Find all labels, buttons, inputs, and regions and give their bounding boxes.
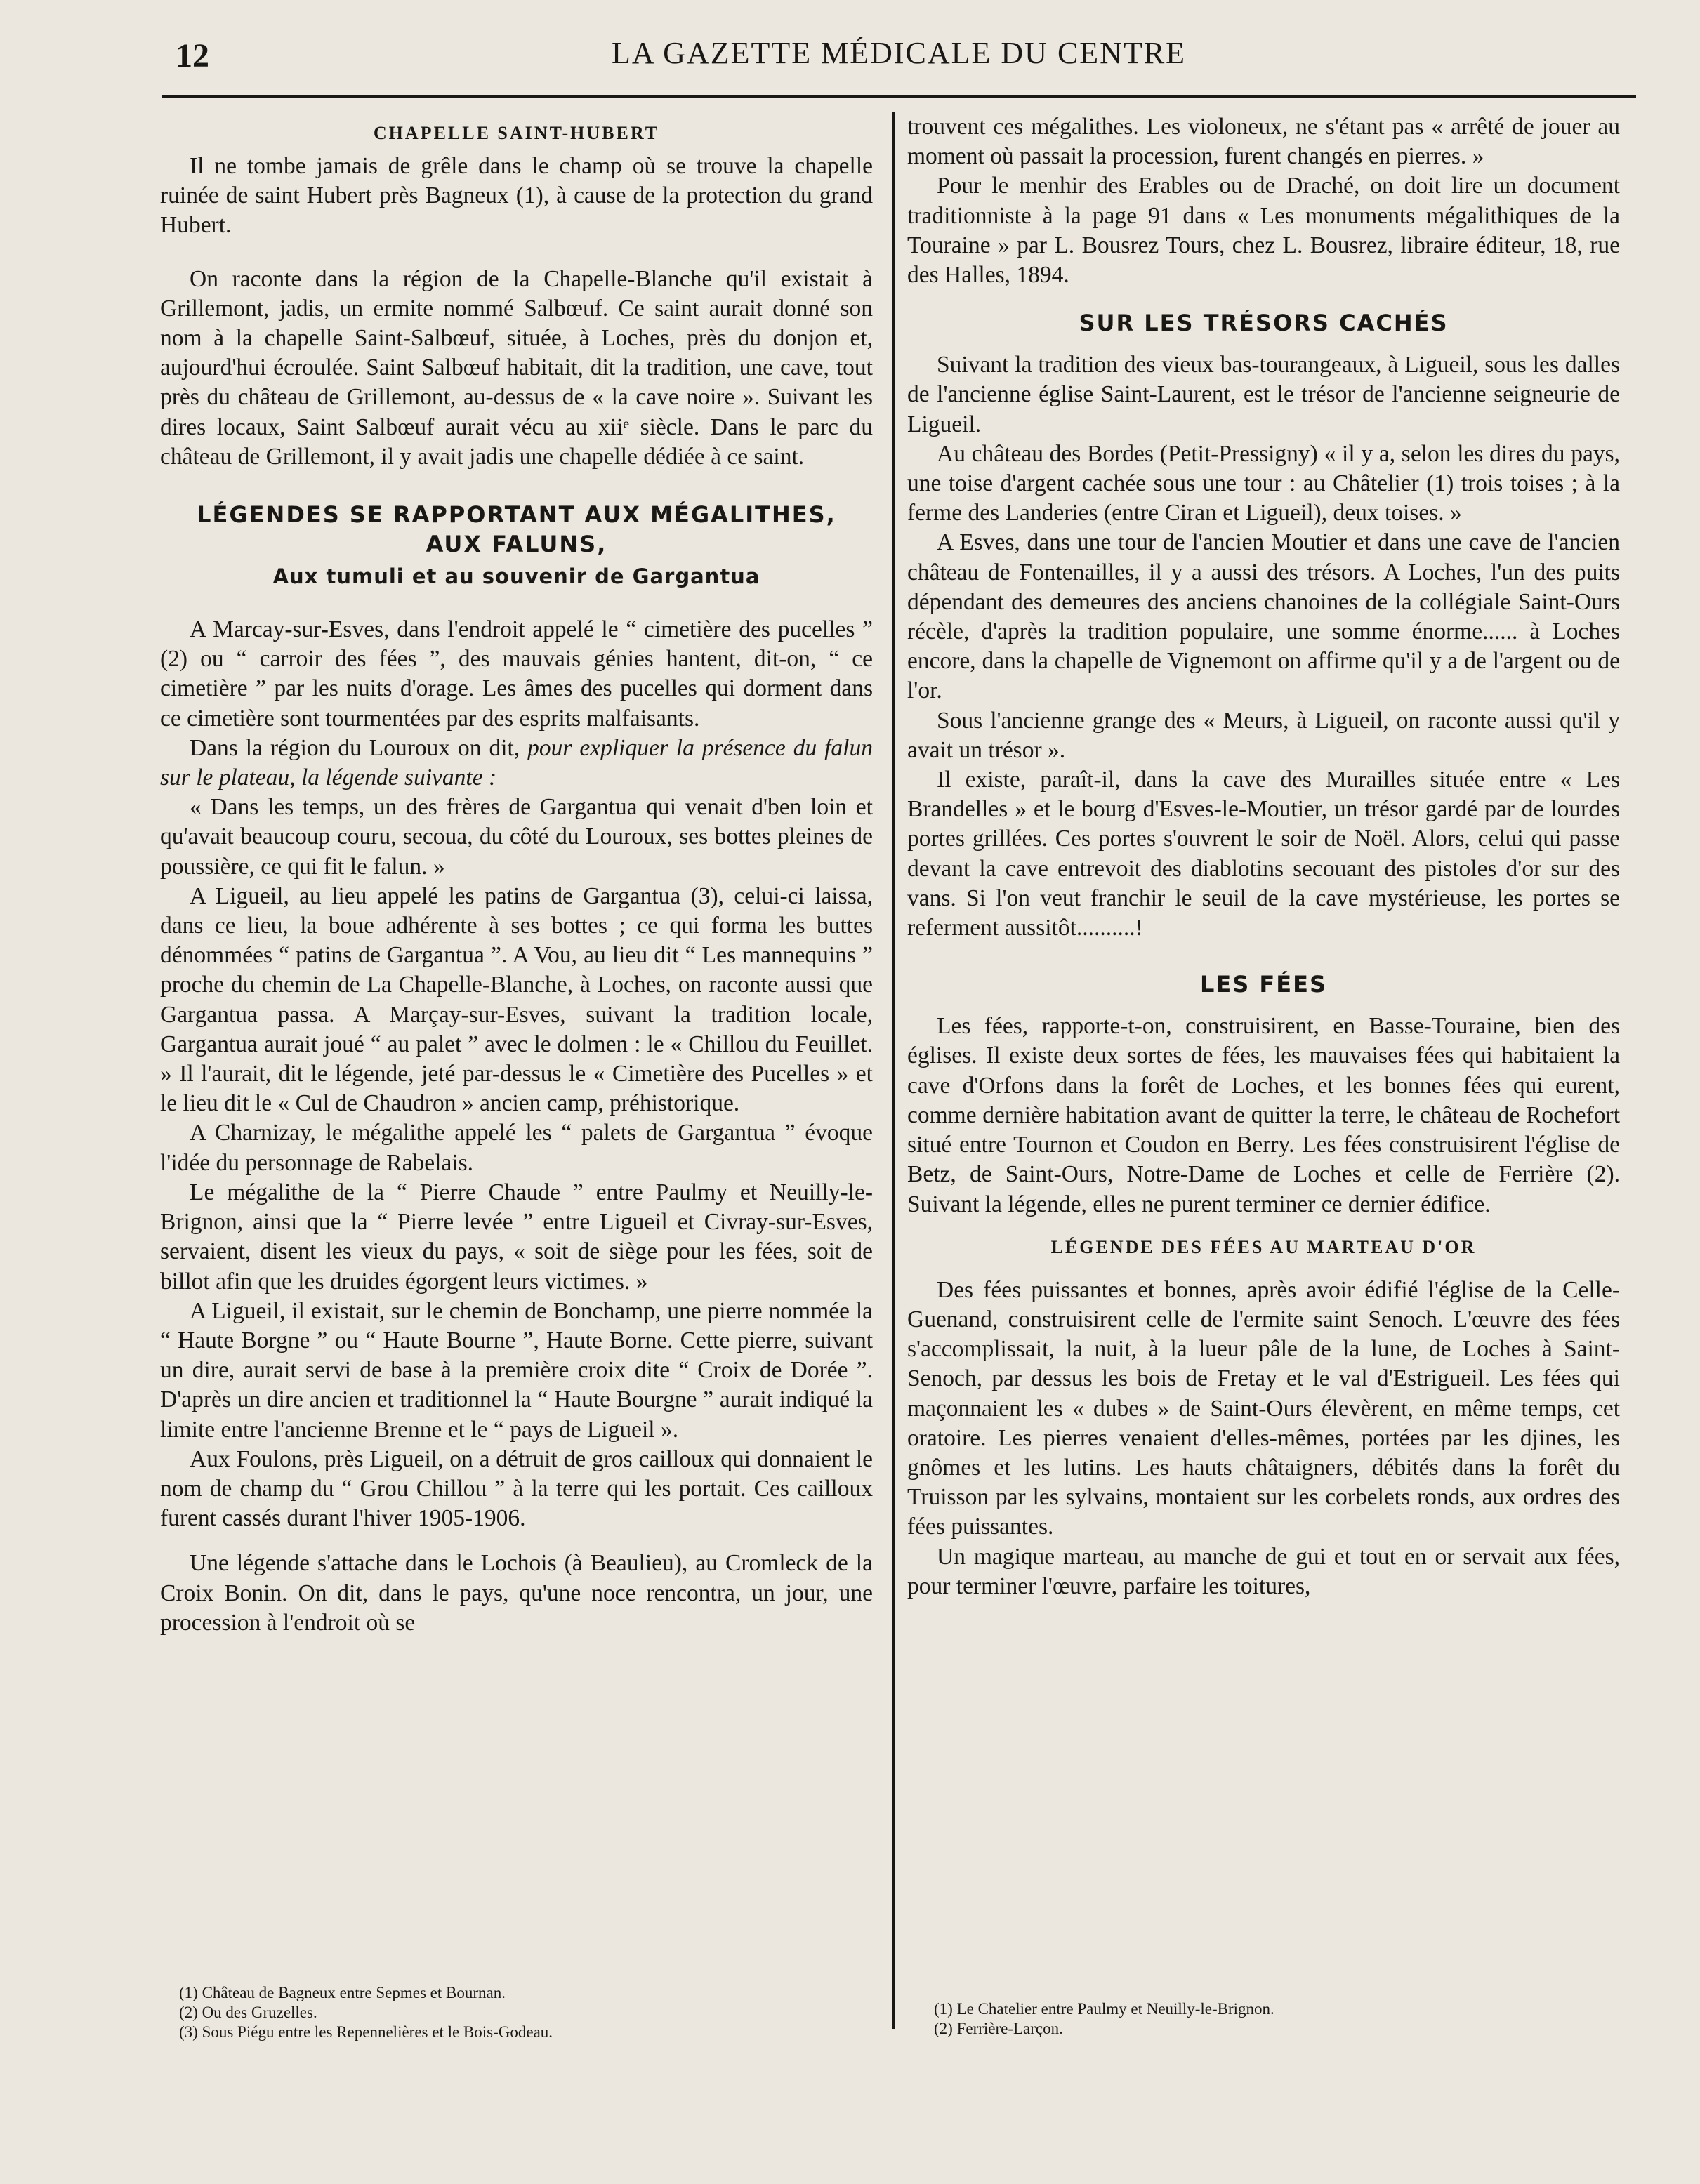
paragraph: Sous l'ancienne grange des « Meurs, à Ligueil, on raconte aussi qu'il y avait un trésor ». xyxy=(907,707,1620,763)
paragraph: Il existe, paraît-il, dans la cave des Murailles située entre « Les Brandelles » et le bourg d'Esves-le-Moutier, un trésor gardé par de lourdes portes grillées. Ces portes s'ouvrent le soir de Noël. Alors, celui qui passe devant la cave entrevoit des diablotins secouant des pistoles d'or sur des vans. Si l'on veut franchir le seuil de la cave mystérieuse, les portes se referment aussitôt..........! xyxy=(907,767,1620,941)
paragraph: Une légende s'attache dans le Lochois (à Beaulieu), au Cromleck de la Croix Bonin. On dit, dans le pays, qu'une noce rencontra, un jour, une procession à l'endroit où se xyxy=(160,1550,873,1636)
legendes-heading-line2: AUX FALUNS, xyxy=(426,531,607,558)
footnote: (2) Ferrière-Larçon. xyxy=(934,2020,1063,2037)
paragraph: A Ligueil, au lieu appelé les patins de Gargantua (3), celui-ci laissa, dans ce lieu, la boue adhérente à ses bottes ; ce qui forma les buttes dénommées “ patins de Gargantua ”. A Vou, au lieu dit “ Les mannequins ” proche du chemin de La Chapelle-Blanche, à Loches, on raconte aussi que Gargantua passa. A Marçay-sur-Esves, suivant la tradition locale, Gargantua aurait joué “ au palet ” avec le dolmen : le « Chillou du Feuillet. » Il l'aurait, dit le légende, jeté par-dessus le « Cimetière des Pucelles » et le lieu dit le « Cul de Chaudron » ancien camp, préhistorique. xyxy=(160,882,873,1117)
tumuli-subheading: Aux tumuli et au souvenir de Gargantua xyxy=(272,564,760,589)
paragraph: Au château des Bordes (Petit-Pressigny) « il y a, selon les dires du pays, une toise d'argent cachée sous une tour : au Châtelier (1) trois toises ; à la ferme des Landeries (entre Ciran et Ligueil), deux toises. » xyxy=(907,440,1620,527)
page-header xyxy=(162,34,1636,77)
paragraph: A Ligueil, il existait, sur le chemin de Bonchamp, une pierre nommée la “ Haute Borgne ” ou “ Haute Bourne ”, Haute Borne. Cette pierre, suivant un dire, aurait servi de base à la première croix dite “ Croix de Dorée ”. D'après un dire ancien et traditionnel la “ Haute Bourgne ” aurait indiqué la limite entre l'ancienne Brenne et le “ pays de Ligueil ». xyxy=(160,1297,873,1443)
paragraph: Il ne tombe jamais de grêle dans le champ où se trouve la chapelle ruinée de saint Hubert près Bagneux (1), à cause de la protection du grand Hubert. xyxy=(160,153,873,239)
running-title: LA GAZETTE MÉDICALE DU CENTRE xyxy=(611,36,1187,70)
paragraph: Un magique marteau, au manche de gui et tout en or servait aux fées, pour terminer l'œuvre, parfaire les toitures, xyxy=(907,1543,1620,1599)
paragraph: Les fées, rapporte-t-on, construisirent, en Basse-Touraine, bien des églises. Il existe deux sortes de fées, les mauvaises fées qui habitaient la cave d'Orfons dans la forêt de Loches, et les bonnes fées qui eurent, comme dernière habitation avant de quitter la terre, le château de Rochefort situé entre Tournon et Coudon en Berry. Les fées construisirent l'église de Betz, de Saint-Ours, Notre-Dame de Loches et celle de Ferrière (2). Suivant la légende, elles ne purent terminer ce dernier édifice. xyxy=(907,1013,1620,1217)
page-number: 12 xyxy=(176,37,209,74)
footnote: (2) Ou des Gruzelles. xyxy=(179,2004,317,2021)
paragraph-text: Dans la région du Louroux on dit, xyxy=(190,734,528,761)
paragraph: Suivant la tradition des vieux bas-tourangeaux, à Ligueil, sous les dalles de l'ancienne église Saint-Laurent, est le trésor de l'ancienne seigneurie de Ligueil. xyxy=(907,352,1620,437)
paragraph: On raconte dans la région de la Chapelle-Blanche qu'il existait à Grillemont, jadis, un ermite nommé Salbœuf. Ce saint aurait donné son nom à la chapelle Saint-Salbœuf, située, à Loches, près du donjon et, aujourd'hui écroulée. Saint Salbœuf habitait, dit la tradition, une cave, tout près du château de Grillemont, au-dessus de « la cave noire ». Suivant les dires locaux, Saint Salbœuf aurait vécu au xiiᵉ siècle. Dans le parc du château de Grillemont, il y avait jadis une chapelle dédiée à ce saint. xyxy=(160,265,873,470)
marteau-heading: LÉGENDE DES FÉES AU MARTEAU D'OR xyxy=(1050,1236,1477,1257)
left-column xyxy=(160,112,873,1638)
paragraph: Aux Foulons, près Ligueil, on a détruit de gros cailloux qui donnaient le nom de champ du “ Grou Chillou ” à la terre qui les portait. Ces cailloux furent cassés durant l'hiver 1905-1906. xyxy=(160,1445,873,1532)
fees-heading: LES FÉES xyxy=(1199,971,1328,998)
tresors-heading: SUR LES TRÉSORS CACHÉS xyxy=(1079,310,1449,337)
paragraph: A Charnizay, le mégalithe appelé les “ palets de Gargantua ” évoque l'idée du personnage de Rabelais. xyxy=(160,1120,873,1176)
left-footnotes xyxy=(179,1983,553,2042)
paragraph-italic: pour expliquer la présence du falun sur le plateau, la légende suivante : xyxy=(160,734,873,791)
paragraph xyxy=(160,734,873,793)
paragraph: Des fées puissantes et bonnes, après avoir édifié l'église de la Celle-Guenand, construisirent celle de l'ermite saint Senoch. L'œuvre des fées s'accomplissait, la nuit, à la lueur pâle de la lune, de Loches à Saint-Senoch, par dessus les bois de Fretay et le val d'Estrigueil. Les fées qui maçonnaient les « dubes » de Saint-Ours élevèrent, en même temps, cet oratoire. Les pierres venaient d'elles-mêmes, portées par les djines, les gnômes et les lutins. Les hauts châtaigners, débités dans la forêt du Truisson par les sylvains, montaient sur les corbelets ronds, aux ordres des fées puissantes. xyxy=(907,1276,1620,1540)
legendes-heading-line1: LÉGENDES SE RAPPORTANT AUX MÉGALITHES, xyxy=(197,501,836,529)
paragraph: trouvent ces mégalithes. Les violoneux, ne s'étant pas « arrêté de jouer au moment où passait la procession, furent changés en pierres. » xyxy=(907,114,1620,170)
header-rule xyxy=(162,95,1636,98)
footnote: (1) Château de Bagneux entre Sepmes et Bournan. xyxy=(179,1984,506,2001)
paragraph: A Esves, dans une tour de l'ancien Moutier et dans une cave de l'ancien château de Fontenailles, il y a aussi des trésors. A Loches, l'un des puits dépendant des demeures des anciens chanoines de la collégiale Saint-Ours récèle, d'après la tradition populaire, une somme énorme...... à Loches encore, dans la chapelle de Vignemont on affirme qu'il y a de l'argent ou de l'or. xyxy=(907,529,1620,704)
paragraph: « Dans les temps, un des frères de Gargantua qui venait d'ben loin et qu'avait beaucoup couru, secoua, du côté du Louroux, ses bottes pleines de poussière, ce qui fit le falun. » xyxy=(160,794,873,880)
column-divider xyxy=(892,112,895,2029)
paragraph: Pour le menhir des Erables ou de Draché, on doit lire un document traditionniste à la page 91 dans « Les monuments mégalithiques de la Touraine » par L. Bousrez Tours, chez L. Bousrez, libraire éditeur, 18, rue des Halles, 1894. xyxy=(907,173,1620,289)
paragraph: A Marcay-sur-Esves, dans l'endroit appelé le “ cimetière des pucelles ” (2) ou “ carroir des fées ”, des mauvais génies hantent, dit-on, “ ce cimetière ” par les nuits d'orage. Les âmes des pucelles qui dorment dans ce cimetière sont tourmentées par des esprits malfaisants. xyxy=(160,616,873,732)
footnote: (3) Sous Piégu entre les Repennelières et le Bois-Godeau. xyxy=(179,2023,553,2041)
chapelle-heading: CHAPELLE SAINT-HUBERT xyxy=(373,123,660,143)
footnote: (1) Le Chatelier entre Paulmy et Neuilly-le-Brignon. xyxy=(934,2000,1274,2018)
paragraph: Le mégalithe de la “ Pierre Chaude ” entre Paulmy et Neuilly-le-Brignon, ainsi que la “ Pierre levée ” entre Ligueil et Civray-sur-Esves, servaient, disent les vieux du pays, « soit de siège pour les fées, soit de billot afin que les druides égorgent leurs victimes. » xyxy=(160,1179,873,1295)
right-column xyxy=(907,112,1620,1601)
right-footnotes xyxy=(934,1999,1274,2039)
